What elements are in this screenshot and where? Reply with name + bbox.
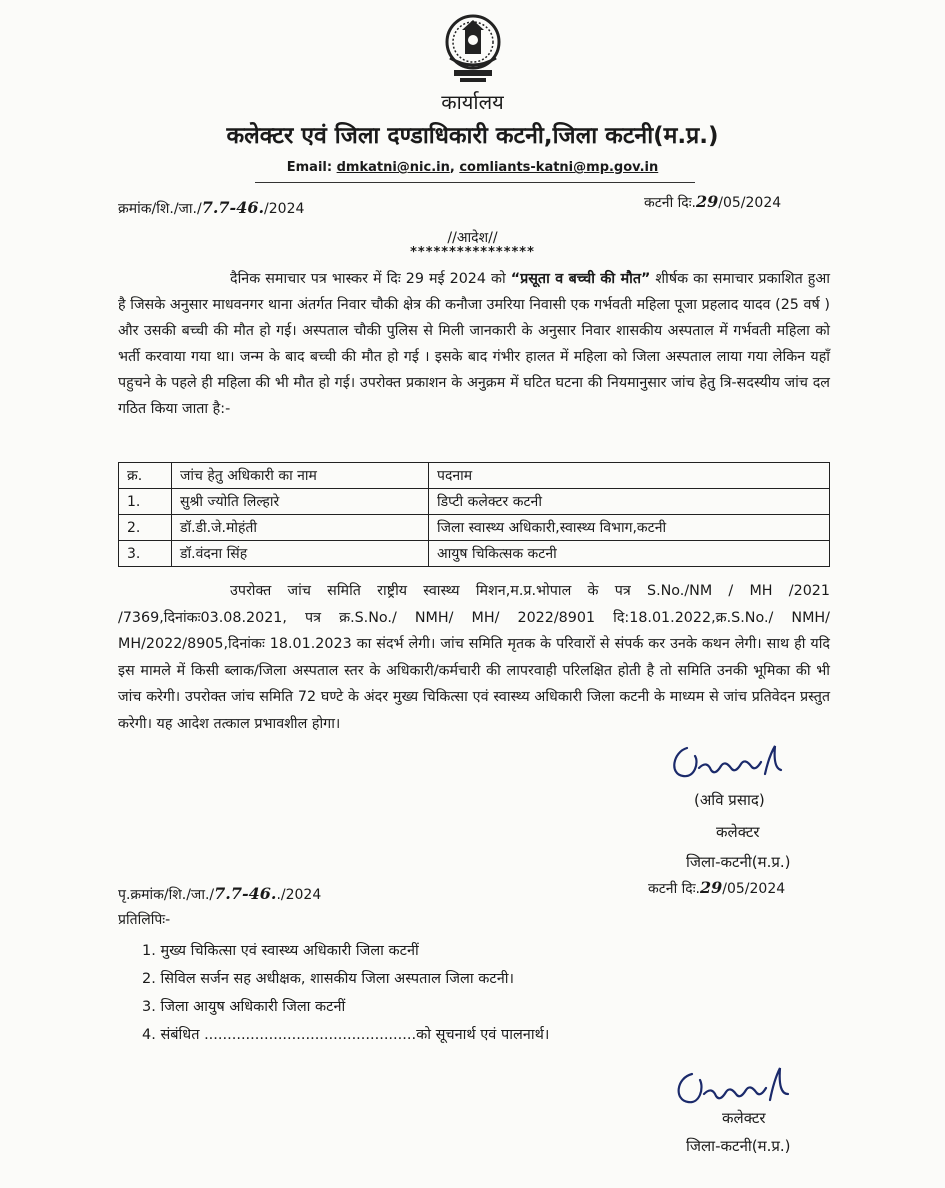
- table-header-row: [119, 463, 830, 489]
- order-date-suffix: /05/2024: [718, 195, 782, 211]
- copy-date-day: 29: [700, 878, 723, 897]
- collector-signature-2: [668, 1060, 798, 1110]
- table-cell: 1.: [119, 489, 172, 515]
- order-title: //आदेश//: [447, 230, 498, 246]
- committee-table: [118, 462, 830, 567]
- collector-signature-1: [665, 738, 795, 786]
- header-divider: [255, 182, 695, 183]
- list-item: 3. जिला आयुष अधिकारी जिला कटनीं: [142, 999, 346, 1015]
- table-cell: सुश्री ज्योति लिल्हारे: [172, 489, 429, 515]
- table-header-cell: जांच हेतु अधिकारी का नाम: [172, 463, 429, 489]
- order-number-suffix: /2024: [264, 201, 305, 217]
- copy-date-suffix: /05/2024: [722, 881, 786, 897]
- table-cell: डॉ.डी.जे.मोहंती: [172, 515, 429, 541]
- table-cell: डॉ.वंदना सिंह: [172, 541, 429, 567]
- copy-number-handwritten: 7.7-46.: [214, 884, 277, 903]
- copy-date-prefix: कटनी दिः.: [648, 881, 700, 897]
- email-link-2[interactable]: comliants-katni@mp.gov.in: [459, 160, 659, 175]
- table-cell: डिप्टी कलेक्टर कटनी: [429, 489, 830, 515]
- office-heading: कार्यालय: [441, 90, 504, 114]
- table-cell: 2.: [119, 515, 172, 541]
- copy-number-prefix: पृ.क्रमांक/शि./जा./: [118, 887, 215, 903]
- table-cell: आयुष चिकित्सक कटनी: [429, 541, 830, 567]
- email-line: Email: dmkatni@nic.in, comliants-katni@mp.gov.in: [286, 160, 659, 175]
- signer-name: (अवि प्रसाद): [694, 791, 765, 809]
- para1-headline: “प्रसूता व बच्ची की मौत”: [510, 271, 651, 287]
- copy-number-suffix: ./2024: [276, 887, 322, 903]
- order-paragraph-1: [118, 266, 830, 422]
- table-row: [119, 489, 830, 515]
- order-date: [644, 192, 781, 212]
- mp-government-emblem: [438, 10, 508, 90]
- signer-district: जिला-कटनी(म.प्र.): [686, 853, 791, 871]
- order-paragraph-2: उपरोक्त जांच समिति राष्ट्रीय स्वास्थ्य मिशन,म.प्र.भोपाल के पत्र S.No./NM / MH /2021 /7369,दिनांकः03.08.2021, पत्र क्र.S.No./ NMH/ MH/ 2022/8901 दि:18.01.2022,क्र.S.No./ NMH/ MH/2022/8905,दिनांकः 18.01.2023 का संदर्भ लेगी। जांच समिति मृतक के परिवारों से संपर्क कर उनके कथन लेगी। साथ ही यदि इस मामले में किसी ब्लाक/जिला अस्पताल स्तर के अधिकारी/कर्मचारी की लापरवाही परिलक्षित होती है तो समिति उनकी भूमिका की भी जांच करेगी। उपरोक्त जांच समिति 72 घण्टे के अंदर मुख्य चिकित्सा एवं स्वास्थ्य अधिकारी जिला कटनी के माध्यम से जांच प्रतिवेदन प्रस्तुत करेगी। यह आदेश तत्काल प्रभावशील होगा।: [118, 583, 830, 732]
- signer-designation: कलेक्टर: [716, 823, 760, 841]
- order-number-handwritten: 7.7-46.: [201, 198, 265, 217]
- para1-body: शीर्षक का समाचार प्रकाशित हुआ है जिसके अनुसार माधवनगर थाना अंतर्गत निवार चौकी क्षेत्र की कनौजा उमरिया निवासी एक गर्भवती महिला पूजा प्रहलाद यादव (25 वर्ष ) और उसकी बच्ची की मौत हो गई। अस्पताल चौकी पुलिस से मिली जानकारी के अनुसार निवार शासकीय अस्पताल में गर्भवती महिला को भर्ती करवाया गया था। जन्म के बाद बच्ची की मौत हो गई । इसके बाद गंभीर हालत में महिला को जिला अस्पताल लाया गया लेकिन यहाँ पहुचने के पहले ही महिला की भी मौत हो गई। उपरोक्त प्रकाशन के अनुक्रम में घटित घटना की नियमानुसार जांच हेतु त्रि-सदस्यीय जांच दल गठित किया जाता है:-: [118, 271, 830, 417]
- order-number-prefix: क्रमांक/शि./जा./: [118, 201, 202, 217]
- copy-order-number: [118, 884, 321, 904]
- copy-date: [648, 878, 785, 898]
- email-link-1[interactable]: dmkatni@nic.in: [336, 160, 450, 175]
- order-number: [118, 198, 304, 218]
- collector-heading: कलेक्टर एवं जिला दण्डाधिकारी कटनी,जिला कटनी(म.प्र.): [226, 123, 719, 149]
- list-item: 4. संबंधित ..............................................को सूचनार्थ एवं पालनार्थ।: [142, 1027, 550, 1043]
- table-row: [119, 541, 830, 567]
- para1-intro: दैनिक समाचार पत्र भास्कर में दिः 29 मई 2024 को: [230, 271, 511, 287]
- table-header-cell: क्र.: [119, 463, 172, 489]
- table-row: [119, 515, 830, 541]
- email-label: Email:: [286, 160, 333, 175]
- table-cell: 3.: [119, 541, 172, 567]
- table-cell: जिला स्वास्थ्य अधिकारी,स्वास्थ्य विभाग,कटनी: [429, 515, 830, 541]
- copy-to-heading: प्रतिलिपिः-: [118, 912, 171, 928]
- signer-district-2: जिला-कटनी(म.प्र.): [686, 1137, 791, 1155]
- order-stars: ****************: [410, 245, 535, 260]
- list-item: 1. मुख्य चिकित्सा एवं स्वास्थ्य अधिकारी जिला कटनीं: [142, 943, 419, 959]
- table-header-cell: पदनाम: [429, 463, 830, 489]
- order-date-prefix: कटनी दिः.: [644, 195, 696, 211]
- list-item: 2. सिविल सर्जन सह अधीक्षक, शासकीय जिला अस्पताल जिला कटनी।: [142, 971, 514, 987]
- order-date-day: 29: [696, 192, 719, 211]
- signer-designation-2: कलेक्टर: [722, 1109, 766, 1127]
